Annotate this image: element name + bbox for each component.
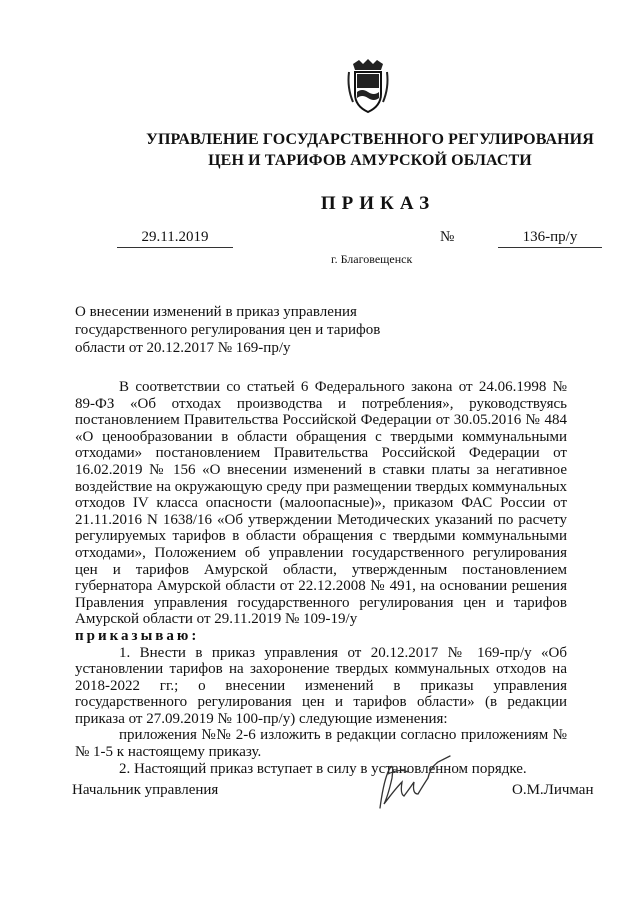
coat-of-arms-icon [345, 58, 391, 114]
subject-line: области от 20.12.2017 № 169-пр/у [75, 340, 291, 356]
item-1-paragraph: 1. Внести в приказ управления от 20.12.2017 № 169-пр/у «Об установлении тарифов на захоронение твердых коммунальных отходов на 2018-2022 гг.; о внесении изменений в приказы управления государственного регулирования цен и тарифов области» (в редакции приказа от 27.09.2019 № 100-пр/у) следующие изменения: [75, 644, 567, 727]
issue-city: г. Благовещенск [331, 252, 413, 266]
order-date: 29.11.2019 [117, 229, 233, 248]
order-body [75, 379, 567, 777]
organization-name-line1: УПРАВЛЕНИЕ ГОСУДАРСТВЕННОГО РЕГУЛИРОВАНИЯ [146, 131, 594, 148]
subject-line: О внесении изменений в приказ управления [75, 304, 357, 320]
organization-name-line2: ЦЕН И ТАРИФОВ АМУРСКОЙ ОБЛАСТИ [208, 152, 532, 169]
preamble-paragraph: В соответствии со статьей 6 Федерального закона от 24.06.1998 № 89-ФЗ «Об отходах производства и потребления», руководствуясь постановлением Правительства Российской Федерации от 30.05.2016 № 484 «О ценообразовании в области обращения с твердыми коммунальными отходами» постановлением Правительства Российской Федерации от 16.02.2019 № 156 «О внесении изменений в ставки платы за негативное воздействие на окружающую среду при размещении твердых коммунальных отходов IV класса опасности (малоопасные)», приказом ФАС России от 21.11.2016 N 1638/16 «Об утверждении Методических указаний по расчету регулируемых тарифов в области обращения с твердыми коммунальными отходами», Положением об управлении государственного регулирования цен и тарифов Амурской области, утвержденным постановлением губернатора Амурской области от 22.12.2008 № 491, на основании решения Правления управления государственного регулирования цен и тарифов Амурской области от 29.11.2019 № 109-19/у [75, 379, 567, 628]
number-label: № [440, 229, 455, 245]
item-1-sub-paragraph: приложения №№ 2-6 изложить в редакции согласно приложениям №№ 1-5 к настоящему приказу. [75, 727, 567, 761]
signer-name: О.М.Личман [512, 782, 594, 798]
item-2-paragraph: 2. Настоящий приказ вступает в силу в установленном порядке. [119, 760, 527, 777]
order-number: 136-пр/у [498, 229, 602, 248]
orders-word: приказываю: [75, 627, 200, 644]
orders-keyword [75, 628, 567, 645]
signer-position: Начальник управления [72, 782, 219, 798]
handwritten-signature [360, 738, 460, 818]
document-type-title: ПРИКАЗ [320, 193, 436, 214]
subject-line: государственного регулирования цен и тарифов [75, 322, 381, 338]
order-subject [75, 303, 395, 357]
